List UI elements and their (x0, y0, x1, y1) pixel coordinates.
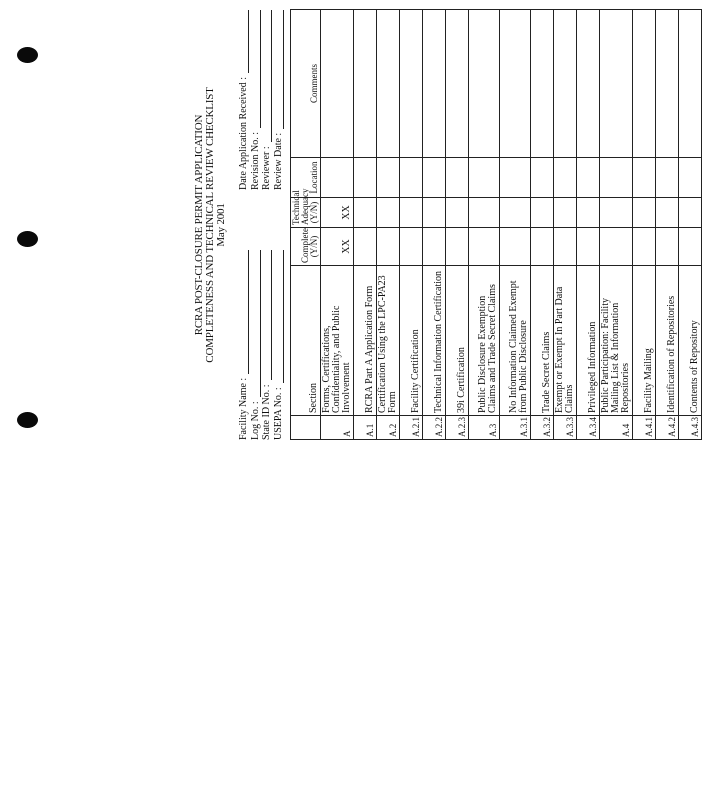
row-complete[interactable] (469, 228, 500, 266)
row-comments[interactable] (469, 10, 500, 158)
row-number: A.4.1 (633, 416, 656, 440)
field-label: State ID No. : (261, 384, 272, 440)
table-row (577, 10, 600, 440)
checklist-table (290, 9, 702, 440)
row-complete[interactable] (554, 228, 577, 266)
table-row (321, 10, 354, 440)
date-received-field[interactable] (238, 10, 249, 190)
row-section: Contents of Repository (679, 266, 702, 416)
row-location[interactable] (400, 158, 423, 198)
row-technical[interactable] (354, 198, 377, 228)
row-technical[interactable] (633, 198, 656, 228)
row-number: A.3.4 (577, 416, 600, 440)
table-row (446, 10, 469, 440)
state-id-field[interactable] (261, 250, 272, 440)
row-technical[interactable] (656, 198, 679, 228)
row-technical[interactable] (600, 198, 633, 228)
location-header: Location (291, 158, 321, 198)
row-location[interactable] (354, 158, 377, 198)
table-row (600, 10, 633, 440)
facility-fields (238, 250, 284, 440)
row-section: Public Disclosure Exemption Claims and Trade Secret Claims (469, 266, 500, 416)
row-location[interactable] (377, 158, 400, 198)
row-technical[interactable] (377, 198, 400, 228)
reviewer-field[interactable] (261, 10, 272, 190)
row-section: Certification Using the LPC-PA23 Form (377, 266, 400, 416)
row-comments[interactable] (400, 10, 423, 158)
table-header-row (291, 10, 321, 440)
blank-line[interactable] (240, 10, 249, 73)
row-comments[interactable] (446, 10, 469, 158)
row-comments[interactable] (531, 10, 554, 158)
field-label: Review Date : (272, 132, 284, 190)
row-complete[interactable] (600, 228, 633, 266)
usepa-no-field[interactable] (273, 250, 284, 440)
row-section: Technical Information Certification (423, 266, 446, 416)
row-technical[interactable] (446, 198, 469, 228)
row-complete[interactable] (500, 228, 531, 266)
blank-line[interactable] (263, 10, 272, 142)
row-comments[interactable] (554, 10, 577, 158)
row-complete[interactable] (377, 228, 400, 266)
table-row (679, 10, 702, 440)
field-label: Log No. : (249, 401, 261, 440)
number-header (291, 416, 321, 440)
punch-hole-middle (17, 231, 38, 247)
row-location[interactable] (577, 158, 600, 198)
row-number: A.4 (600, 416, 633, 440)
table-row (633, 10, 656, 440)
row-section: Facility Mailing (633, 266, 656, 416)
row-number: A.2.1 (400, 416, 423, 440)
blank-line[interactable] (275, 250, 284, 383)
table-row (400, 10, 423, 440)
row-technical[interactable] (554, 198, 577, 228)
row-section: RCRA Part A Application Form (354, 266, 377, 416)
row-technical[interactable]: XX (321, 198, 354, 228)
document-subtitle: COMPLETENESS AND TECHNICAL REVIEW CHECKLIST (204, 87, 216, 363)
row-complete[interactable] (446, 228, 469, 266)
row-location[interactable] (469, 158, 500, 198)
row-number: A.4.3 (679, 416, 702, 440)
row-location[interactable] (656, 158, 679, 198)
row-location[interactable] (531, 158, 554, 198)
row-number: A.4.2 (656, 416, 679, 440)
row-technical[interactable] (577, 198, 600, 228)
row-location[interactable] (423, 158, 446, 198)
table-row (354, 10, 377, 440)
row-complete[interactable] (577, 228, 600, 266)
document-title: RCRA POST-CLOSURE PERMIT APPLICATION (193, 114, 205, 336)
row-technical[interactable] (400, 198, 423, 228)
row-comments[interactable] (377, 10, 400, 158)
row-number: A.3.3 (554, 416, 577, 440)
row-section: Exempt or Exempt In Part Data Claims (554, 266, 577, 416)
blank-line[interactable] (275, 10, 284, 129)
row-number: A.2.3 (446, 416, 469, 440)
row-complete[interactable] (656, 228, 679, 266)
row-complete[interactable] (679, 228, 702, 266)
row-section: Trade Secret Claims (531, 266, 554, 416)
blank-line[interactable] (252, 10, 261, 128)
row-technical[interactable] (423, 198, 446, 228)
row-technical[interactable] (679, 198, 702, 228)
row-section: Forms, Certifications, Confidentiality, and Public Involvement (321, 266, 354, 416)
row-complete[interactable] (400, 228, 423, 266)
table-row (423, 10, 446, 440)
punch-hole-bottom (17, 412, 38, 428)
row-location[interactable] (321, 158, 354, 198)
blank-line[interactable] (240, 250, 249, 374)
field-label: Revision No. : (249, 131, 261, 190)
field-label: Facility Name : (238, 377, 249, 440)
row-comments[interactable] (656, 10, 679, 158)
row-location[interactable] (554, 158, 577, 198)
row-section: 39i Certification (446, 266, 469, 416)
row-comments[interactable] (633, 10, 656, 158)
row-section: Public Participation: Facility Mailing List & Information Repositories (600, 266, 633, 416)
complete-header: Complete (Y/N) (291, 228, 321, 266)
row-comments[interactable] (577, 10, 600, 158)
blank-line[interactable] (263, 250, 272, 380)
field-label: USEPA No. : (272, 387, 284, 440)
row-section: No Information Claimed Exempt from Public Disclosure (500, 266, 531, 416)
row-number: A.3.2 (531, 416, 554, 440)
document-title-block (194, 10, 227, 440)
row-number: A.3 (469, 416, 500, 440)
row-complete[interactable] (633, 228, 656, 266)
table-row (531, 10, 554, 440)
field-label: Reviewer : (261, 146, 272, 190)
row-comments[interactable] (500, 10, 531, 158)
log-no-field[interactable] (250, 250, 261, 440)
row-technical[interactable] (469, 198, 500, 228)
row-section: Privileged Information (577, 266, 600, 416)
punch-hole-top (17, 47, 38, 63)
comments-header: Comments (291, 10, 321, 158)
table-row (377, 10, 400, 440)
row-section: Facility Certification (400, 266, 423, 416)
review-fields (238, 10, 284, 190)
row-complete[interactable] (531, 228, 554, 266)
row-comments[interactable] (423, 10, 446, 158)
row-number: A (321, 416, 354, 440)
row-number: A.1 (354, 416, 377, 440)
row-location[interactable] (600, 158, 633, 198)
table-row (500, 10, 531, 440)
row-location[interactable] (446, 158, 469, 198)
table-row (554, 10, 577, 440)
checklist-sheet (68, 10, 700, 440)
row-number: A.3.1 (500, 416, 531, 440)
row-location[interactable] (633, 158, 656, 198)
section-header: Section (291, 266, 321, 416)
row-number: A.2 (377, 416, 400, 440)
technical-adequacy-header: Technical Adequacy (Y/N) (291, 198, 321, 228)
row-comments[interactable] (354, 10, 377, 158)
row-comments[interactable] (679, 10, 702, 158)
row-complete[interactable]: XX (321, 228, 354, 266)
facility-name-field[interactable] (238, 250, 249, 440)
row-comments[interactable] (321, 10, 354, 158)
row-location[interactable] (500, 158, 531, 198)
row-complete[interactable] (423, 228, 446, 266)
row-technical[interactable] (531, 198, 554, 228)
field-label: Date Application Received : (238, 76, 249, 190)
table-row (469, 10, 500, 440)
row-technical[interactable] (500, 198, 531, 228)
row-location[interactable] (679, 158, 702, 198)
review-date-field[interactable] (273, 10, 284, 190)
row-number: A.2.2 (423, 416, 446, 440)
row-section: Identification of Repositories (656, 266, 679, 416)
revision-no-field[interactable] (250, 10, 261, 190)
blank-line[interactable] (252, 250, 261, 397)
table-row (656, 10, 679, 440)
document-date: May 2001 (215, 203, 227, 247)
row-complete[interactable] (354, 228, 377, 266)
row-comments[interactable] (600, 10, 633, 158)
